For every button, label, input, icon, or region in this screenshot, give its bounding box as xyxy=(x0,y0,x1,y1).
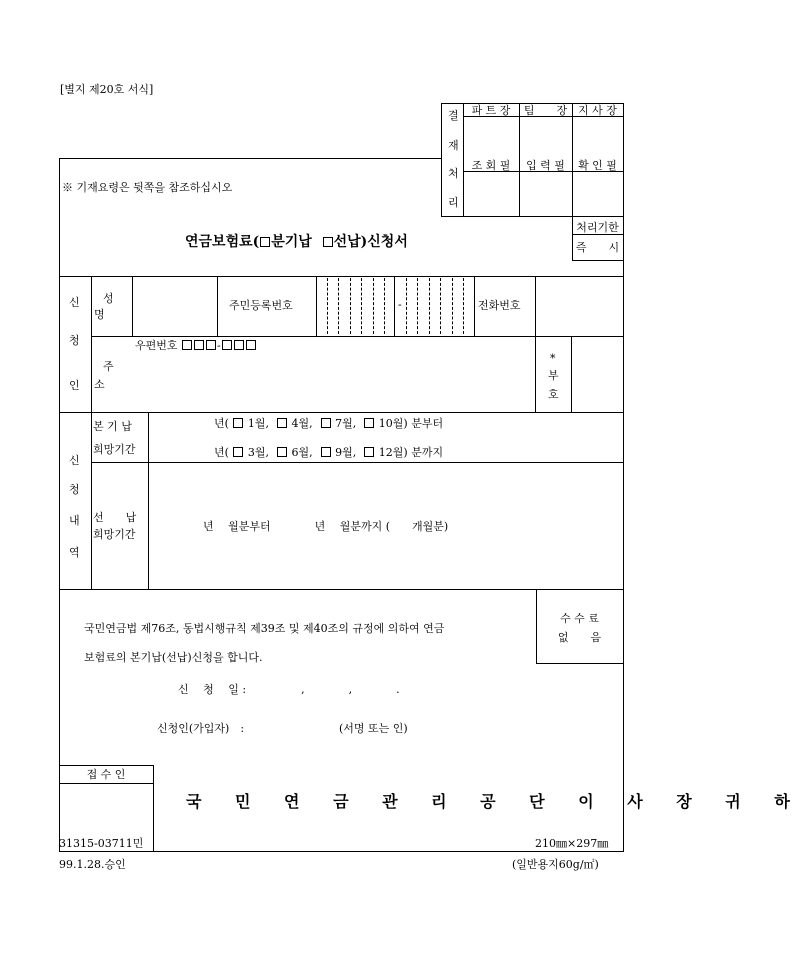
declaration-line: 국민연금법 제76조, 동법시행규칙 제39조 및 제40조의 규정에 의하여 연금 xyxy=(84,622,445,635)
name-label: 성 xyxy=(103,292,114,305)
receipt-line xyxy=(153,765,154,852)
approval-side-char: 리 xyxy=(448,196,459,209)
checkbox-advance[interactable] xyxy=(323,237,333,247)
approval-border-right xyxy=(623,103,624,260)
advance-period: 년 월분부터 년 월분까지 ( 개월분) xyxy=(203,520,449,533)
form-code: 31315-03711민 xyxy=(59,837,144,850)
col-line xyxy=(316,276,317,336)
paper-type: (일반용지60g/㎡) xyxy=(512,858,599,871)
applicant-side-char: 신 xyxy=(69,296,80,309)
receipt-line xyxy=(59,765,153,766)
fee-box-left xyxy=(536,589,537,663)
code-label: 부 xyxy=(548,369,559,382)
col-line xyxy=(474,276,475,336)
address-label: 소 xyxy=(94,378,105,391)
address-label: 주 xyxy=(103,360,114,373)
deadline-line xyxy=(572,234,623,235)
rrn-label: 주민등록번호 xyxy=(229,299,293,312)
form-reference: [별지 제20호 서식] xyxy=(60,83,154,96)
row-line xyxy=(91,462,623,463)
details-side-char: 청 xyxy=(69,483,80,496)
applicant-side-char: 청 xyxy=(69,334,80,347)
section-line xyxy=(59,412,623,413)
approval-header: 파 트 장 xyxy=(471,104,511,117)
code-label: * xyxy=(550,352,556,365)
postal-code-field[interactable]: 우편번호 - xyxy=(135,339,257,352)
quarterly-to-row: 년( 3월, 6월, 9월, 12월) 분까지 xyxy=(214,446,444,459)
rrn-separator: - xyxy=(398,298,402,311)
col-line xyxy=(91,276,92,589)
approval-header: 입 력 필 xyxy=(526,159,565,172)
checkbox-month[interactable] xyxy=(233,447,243,457)
quarterly-from-row: 년( 1월, 4월, 7월, 10월) 분부터 xyxy=(214,417,444,430)
declaration-line: 보험료의 본기납(선납)신청을 합니다. xyxy=(84,651,263,664)
deadline-value: 즉 시 xyxy=(575,241,620,254)
approval-header: 조 회 필 xyxy=(471,159,511,172)
deadline-line xyxy=(572,260,623,261)
main-border-bottom xyxy=(59,851,624,852)
checkbox-month[interactable] xyxy=(364,418,374,428)
approval-border-bottom xyxy=(441,216,623,217)
addressee: 국 민 연 금 관 리 공 단 이 사 장 귀 하 xyxy=(186,792,804,811)
section-line xyxy=(59,589,623,590)
col-line xyxy=(148,412,149,589)
checkbox-month[interactable] xyxy=(321,447,331,457)
section-line xyxy=(59,276,623,277)
details-side-char: 역 xyxy=(69,546,80,559)
approval-divider xyxy=(572,103,573,260)
receipt-label: 접 수 인 xyxy=(86,768,126,781)
approval-side-char: 처 xyxy=(448,167,459,180)
quarterly-label: 본 기 납 xyxy=(93,420,132,433)
approval-border-left xyxy=(441,103,442,216)
approval-side-char: 재 xyxy=(448,139,459,152)
main-border-top xyxy=(59,158,441,159)
checkbox-month[interactable] xyxy=(277,418,287,428)
checkbox-month[interactable] xyxy=(233,418,243,428)
checkbox-month[interactable] xyxy=(277,447,287,457)
signer-label: 신청인(가입자) : xyxy=(157,722,245,735)
main-border-right xyxy=(623,260,624,852)
approval-side-char: 결 xyxy=(448,109,459,122)
approval-header: 팀 장 xyxy=(523,104,568,117)
name-label: 명 xyxy=(94,308,105,321)
approval-header: 지 사 장 xyxy=(578,104,617,117)
main-border-left xyxy=(59,158,60,852)
details-side-char: 내 xyxy=(69,514,80,527)
advance-label: 선 납 xyxy=(93,511,137,524)
fee-box-bottom xyxy=(536,663,623,664)
fee-label: 수 수 료 xyxy=(560,612,599,625)
col-line xyxy=(535,276,536,412)
fee-value: 없 음 xyxy=(557,631,602,644)
approval-header: 확 인 필 xyxy=(578,159,617,172)
row-line xyxy=(91,336,623,337)
phone-label: 전화번호 xyxy=(478,299,521,312)
checkbox-month[interactable] xyxy=(321,418,331,428)
col-line xyxy=(217,276,218,336)
checkbox-month[interactable] xyxy=(364,447,374,457)
checkbox-quarterly[interactable] xyxy=(260,237,270,247)
quarterly-label: 희망기간 xyxy=(93,443,136,456)
application-date: 신 청 일 : , , . xyxy=(178,683,400,696)
code-label: 호 xyxy=(548,388,559,401)
paper-size: 210㎜×297㎜ xyxy=(535,837,609,850)
details-side-char: 신 xyxy=(69,454,80,467)
receipt-line xyxy=(59,783,153,784)
form-title: 연금보험료( 분기납 선납)신청서 xyxy=(185,234,408,250)
deadline-label: 처리기한 xyxy=(576,221,619,234)
approval-date: 99.1.28.승인 xyxy=(59,858,126,871)
instruction-note: ※ 기재요령은 뒷쪽을 참조하십시오 xyxy=(62,181,233,194)
applicant-side-char: 인 xyxy=(69,379,80,392)
col-line xyxy=(571,336,572,412)
signature-hint: (서명 또는 인) xyxy=(339,722,408,735)
advance-label: 희망기간 xyxy=(93,528,136,541)
col-line xyxy=(132,276,133,336)
col-line xyxy=(394,276,395,336)
